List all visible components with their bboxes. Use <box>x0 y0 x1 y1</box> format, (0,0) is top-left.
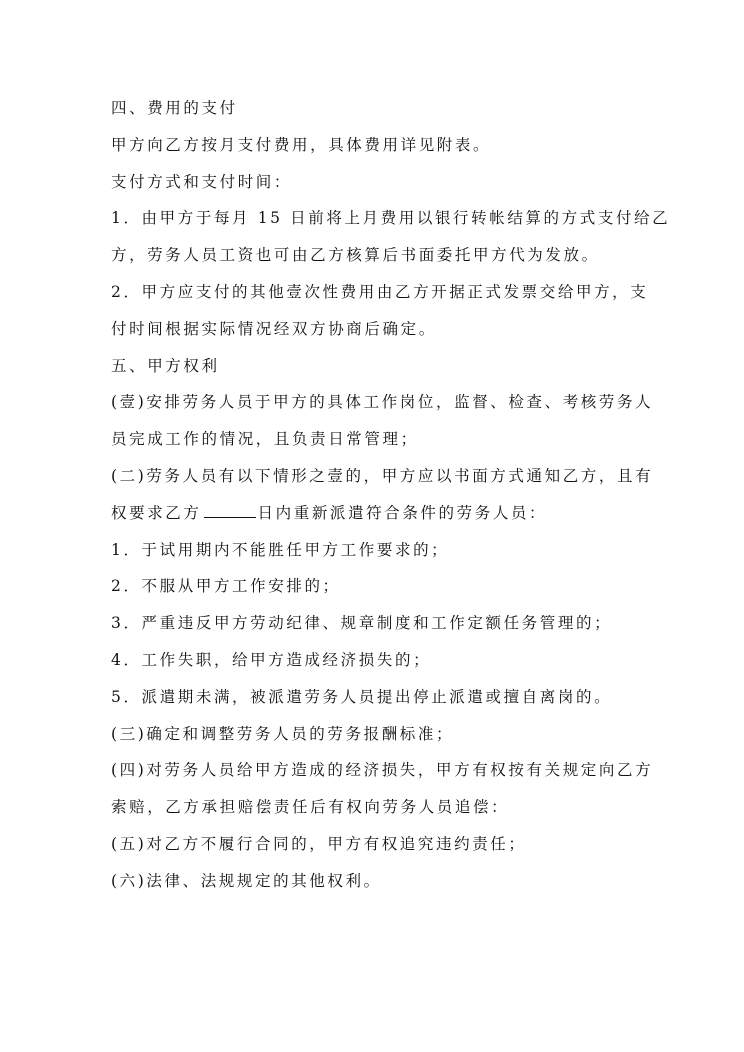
paragraph-line: 员完成工作的情况，且负责日常管理； <box>111 430 419 449</box>
paragraph-line: (三)确定和调整劳务人员的劳务报酬标准； <box>111 724 455 743</box>
line-text-after-blank: 日内重新派遣符合条件的劳务人员： <box>257 503 548 522</box>
list-item: 4．工作失职，给甲方造成经济损失的； <box>111 650 432 669</box>
paragraph-line: (六)法律、法规规定的其他权利。 <box>111 871 382 890</box>
list-item: 3．严重违反甲方劳动纪律、规章制度和工作定额任务管理的； <box>111 614 613 633</box>
list-item: 5．派遣期未满，被派遣劳务人员提出停止派遣或擅自离岗的。 <box>111 687 613 706</box>
paragraph-line: 付时间根据实际情况经双方协商后确定。 <box>111 319 437 338</box>
paragraph-line: (二)劳务人员有以下情形之壹的，甲方应以书面方式通知乙方，且有 <box>111 466 654 485</box>
list-item: 2．不服从甲方工作安排的； <box>111 577 341 596</box>
fill-in-blank <box>204 503 256 518</box>
paragraph-line: (五)对乙方不履行合同的，甲方有权追究违约责任； <box>111 834 527 853</box>
paragraph-line: 2．甲方应支付的其他壹次性费用由乙方开据正式发票交给甲方，支 <box>111 282 649 301</box>
paragraph-line: (壹)安排劳务人员于甲方的具体工作岗位，监督、检查、考核劳务人 <box>111 393 654 412</box>
paragraph-line-with-blank <box>111 495 636 532</box>
document-body <box>111 90 671 900</box>
paragraph-line: 1．由甲方于每月 15 日前将上月费用以银行转帐结算的方式支付给乙 <box>111 209 671 228</box>
paragraph-line: 方，劳务人员工资也可由乙方核算后书面委托甲方代为发放。 <box>111 246 600 265</box>
line-text-before-blank: 权要求乙方 <box>111 503 202 522</box>
paragraph-line: 甲方向乙方按月支付费用，具体费用详见附表。 <box>111 135 492 154</box>
paragraph-line: 支付方式和支付时间： <box>111 172 293 191</box>
section-heading-payment: 四、费用的支付 <box>111 99 238 117</box>
paragraph-line: (四)对劳务人员给甲方造成的经济损失，甲方有权按有关规定向乙方 <box>111 761 654 780</box>
list-item: 1．于试用期内不能胜任甲方工作要求的； <box>111 540 450 559</box>
section-heading-rights: 五、甲方权利 <box>111 356 220 375</box>
paragraph-line: 索赔，乙方承担赔偿责任后有权向劳务人员追偿： <box>111 798 510 817</box>
